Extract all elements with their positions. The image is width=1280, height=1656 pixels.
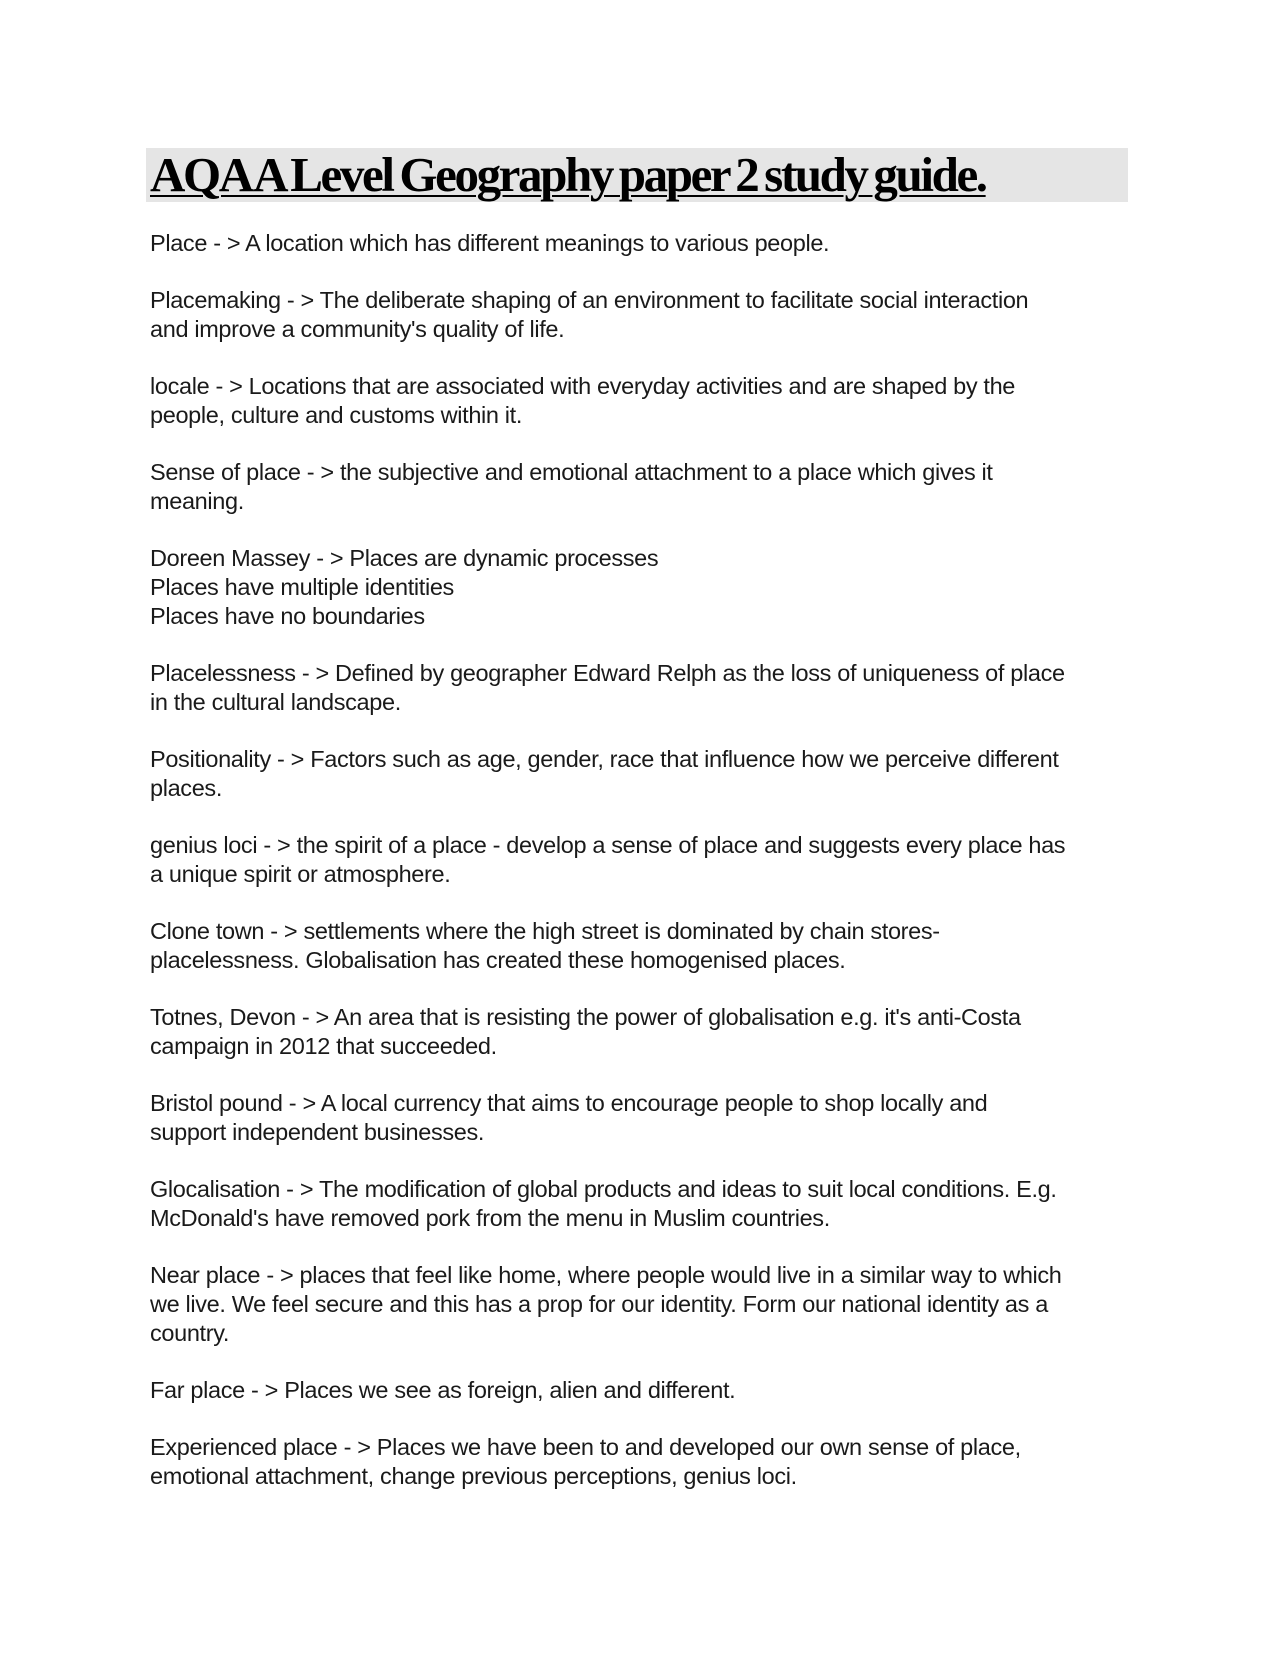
glossary-entry (150, 745, 1140, 803)
entry-line: meaning. (150, 488, 244, 514)
entry-line: people, culture and customs within it. (150, 402, 523, 428)
glossary-entry (150, 1089, 1140, 1147)
entry-line: Experienced place - > Places we have been to and developed our own sense of place, (150, 1434, 1021, 1460)
entry-line: Sense of place - > the subjective and emotional attachment to a place which gives it (150, 459, 993, 485)
entry-line: Doreen Massey - > Places are dynamic processes (150, 545, 659, 571)
glossary-entry (150, 1376, 1140, 1405)
entry-line: Bristol pound - > A local currency that aims to encourage people to shop locally and (150, 1090, 988, 1116)
entry-line: in the cultural landscape. (150, 689, 401, 715)
entry-line: locale - > Locations that are associated with everyday activities and are shaped by the (150, 373, 1016, 399)
entry-line: Places have multiple identities (150, 574, 454, 600)
glossary-entry (150, 1433, 1140, 1491)
entry-line: Places have no boundaries (150, 603, 425, 629)
entry-line: Placelessness - > Defined by geographer Edward Relph as the loss of uniqueness of place (150, 660, 1065, 686)
glossary-entry (150, 372, 1140, 430)
glossary-entry (150, 659, 1140, 717)
glossary-entries (150, 229, 1140, 1519)
glossary-entry (150, 1261, 1140, 1348)
glossary-entry (150, 458, 1140, 516)
entry-line: Clone town - > settlements where the high street is dominated by chain stores- (150, 918, 940, 944)
entry-line: Near place - > places that feel like home, where people would live in a similar way to which (150, 1262, 1062, 1288)
entry-line: and improve a community's quality of life. (150, 316, 565, 342)
glossary-entry (150, 544, 1140, 631)
entry-line: a unique spirit or atmosphere. (150, 861, 451, 887)
entry-line: Place - > A location which has different meanings to various people. (150, 230, 830, 256)
entry-line: Placemaking - > The deliberate shaping of an environment to facilitate social interaction (150, 287, 1029, 313)
entry-line: emotional attachment, change previous perceptions, genius loci. (150, 1463, 797, 1489)
glossary-entry (150, 1175, 1140, 1233)
document-title: AQA A Level Geography paper 2 study guide. (150, 147, 986, 202)
glossary-entry (150, 1003, 1140, 1061)
entry-line: Totnes, Devon - > An area that is resisting the power of globalisation e.g. it's anti-Costa (150, 1004, 1021, 1030)
entry-line: Glocalisation - > The modification of global products and ideas to suit local conditions. E.g. (150, 1176, 1057, 1202)
entry-line: we live. We feel secure and this has a prop for our identity. Form our national identity as a (150, 1291, 1048, 1317)
entry-line: campaign in 2012 that succeeded. (150, 1033, 497, 1059)
entry-line: Positionality - > Factors such as age, gender, race that influence how we perceive different (150, 746, 1059, 772)
glossary-entry (150, 286, 1140, 344)
glossary-entry (150, 917, 1140, 975)
entry-line: McDonald's have removed pork from the menu in Muslim countries. (150, 1205, 830, 1231)
glossary-entry (150, 229, 1140, 258)
glossary-entry (150, 831, 1140, 889)
entry-line: country. (150, 1320, 230, 1346)
entry-line: places. (150, 775, 223, 801)
entry-line: support independent businesses. (150, 1119, 485, 1145)
entry-line: Far place - > Places we see as foreign, alien and different. (150, 1377, 736, 1403)
entry-line: placelessness. Globalisation has created these homogenised places. (150, 947, 846, 973)
entry-line: genius loci - > the spirit of a place - develop a sense of place and suggests every place has (150, 832, 1066, 858)
